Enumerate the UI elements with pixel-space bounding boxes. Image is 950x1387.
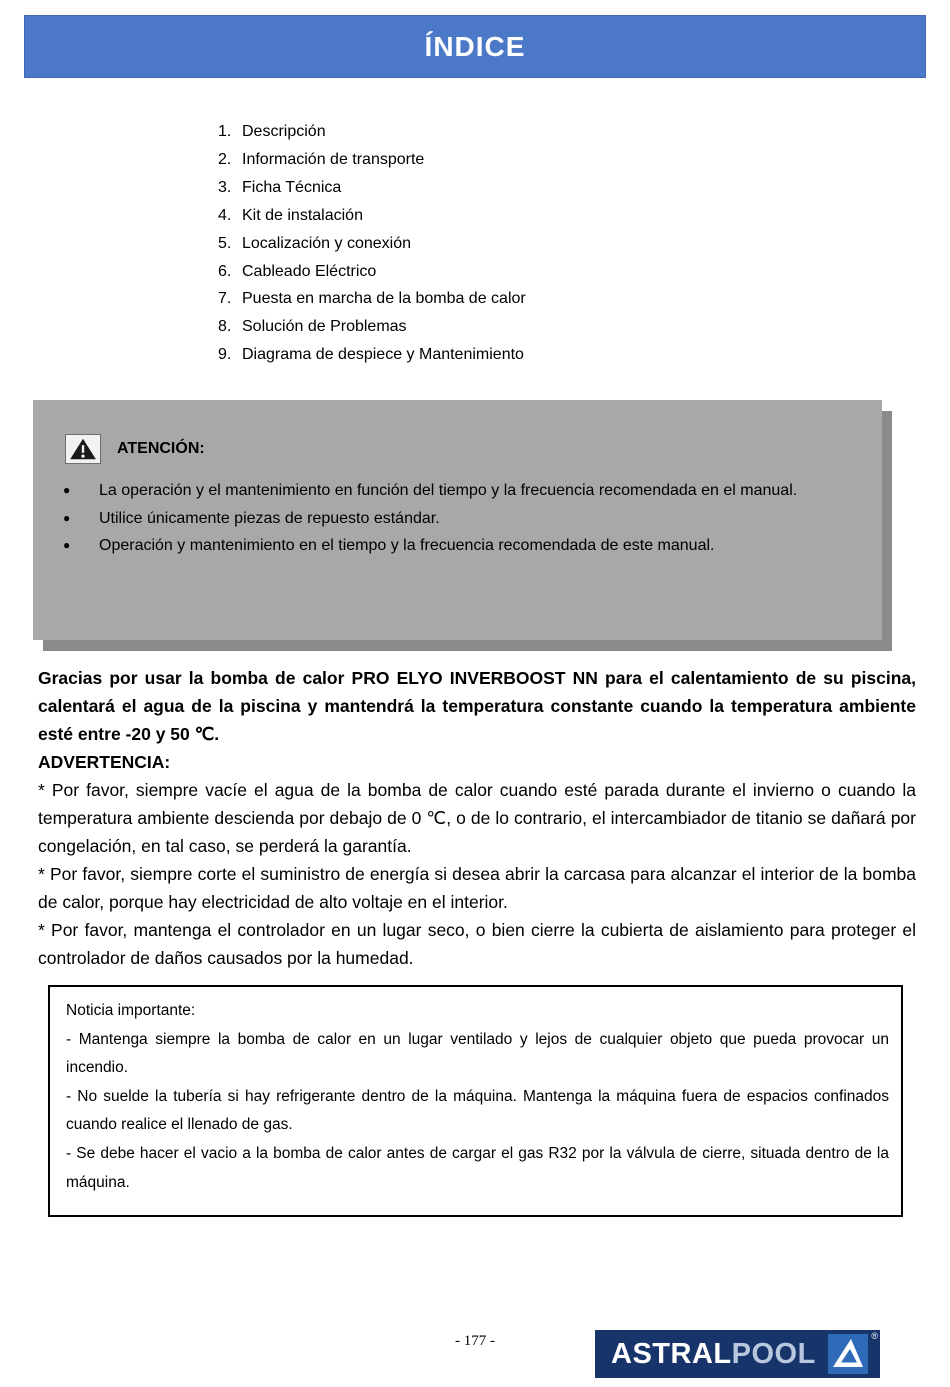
toc-item (218, 230, 526, 258)
notice-line: - No suelde la tubería si hay refrigerante dentro de la máquina. Mantenga la máquina fuera de espacios confinados cuando realice el llenado de gas. (66, 1087, 889, 1134)
toc-label: Puesta en marcha de la bomba de calor (242, 290, 526, 308)
notice-line: - Se debe hacer el vacio a la bomba de calor antes de cargar el gas R32 por la válvula de cierre, situada dentro de la máquina. (66, 1144, 889, 1191)
attention-bullet-item (63, 505, 864, 533)
toc-item (218, 202, 526, 230)
toc-label: Diagrama de despiece y Mantenimiento (242, 346, 524, 364)
toc-number: 1. (218, 123, 232, 140)
attention-list (63, 477, 864, 560)
notice-line: - Mantenga siempre la bomba de calor en un lugar ventilado y lejos de cualquier objeto que pueda provocar un incendio. (66, 1030, 889, 1077)
toc-label: Cableado Eléctrico (242, 262, 377, 280)
attention-bullet-text: La operación y el mantenimiento en función del tiempo y la frecuencia recomendada en el manual. (99, 482, 798, 499)
astralpool-logo (595, 1330, 880, 1378)
attention-bullet-item (63, 477, 864, 505)
intro-paragraph: Gracias por usar la bomba de calor PRO ELYO INVERBOOST NN para el calentamiento de su piscina, calentará el agua de la piscina y mantendrá la temperatura constante cuando la temperatura ambiente esté entre -20 y 50 ℃. (38, 668, 916, 744)
toc-item (218, 118, 526, 146)
title-bar (24, 15, 926, 78)
logo-text-astral: ASTRAL (611, 1337, 732, 1370)
logo-text-pool: POOL (731, 1337, 816, 1370)
toc-label: Solución de Problemas (242, 318, 407, 336)
toc-label: Descripción (242, 123, 326, 140)
warning-triangle-icon (65, 434, 101, 464)
toc-number: 5. (218, 234, 232, 252)
toc-number: 3. (218, 178, 232, 196)
bullet-icon: ● (63, 510, 71, 525)
toc-number: 8. (218, 318, 232, 336)
toc-label: Localización y conexión (242, 234, 411, 252)
attention-bullet-text: Utilice únicamente piezas de repuesto estándar. (99, 509, 440, 527)
toc-label: Ficha Técnica (242, 178, 342, 196)
toc-item (218, 313, 526, 341)
toc-label: Información de transporte (242, 150, 425, 168)
page-title: ÍNDICE (424, 30, 526, 62)
toc-item (218, 174, 526, 202)
notice-box (48, 985, 903, 1217)
astralpool-a-icon (828, 1331, 878, 1374)
attention-header (65, 434, 864, 464)
toc-item (218, 146, 526, 174)
table-of-contents (218, 118, 526, 369)
main-text (38, 664, 916, 972)
bullet-icon: ● (63, 538, 71, 552)
toc-number: 6. (218, 262, 232, 280)
bullet-icon: ● (63, 483, 71, 497)
toc-item (218, 258, 526, 286)
toc-number: 2. (218, 150, 232, 168)
warning-paragraph: * Por favor, siempre corte el suministro de energía si desea abrir la carcasa para alcanzar el interior de la bomba de calor, porque hay electricidad de alto voltaje en el interior. (38, 864, 916, 912)
warning-paragraph: * Por favor, siempre vacíe el agua de la bomba de calor cuando esté parada durante el invierno o cuando la temperatura ambiente descienda por debajo de 0 ℃, o de lo contrario, el intercambiador de titanio se dañará por congelación, en tal caso, se perderá la garantía. (38, 780, 916, 856)
registered-mark: ® (871, 1331, 878, 1341)
attention-bullet-text: Operación y mantenimiento en el tiempo y la frecuencia recomendada de este manual. (99, 537, 715, 554)
toc-label: Kit de instalación (242, 206, 363, 224)
warning-paragraph: * Por favor, mantenga el controlador en un lugar seco, o bien cierre la cubierta de aislamiento para proteger el controlador de daños causados por la humedad. (38, 920, 916, 968)
attention-bullet-item (63, 532, 864, 560)
attention-box (33, 400, 882, 640)
toc-item (218, 285, 526, 313)
toc-number: 7. (218, 290, 232, 308)
attention-title: ATENCIÓN: (117, 440, 205, 457)
notice-title: Noticia importante: (66, 1002, 196, 1019)
toc-item (218, 341, 526, 369)
page-number: - 177 - (455, 1333, 495, 1349)
toc-number: 4. (218, 206, 232, 224)
warning-label: ADVERTENCIA: (38, 752, 171, 772)
toc-number: 9. (218, 346, 232, 364)
